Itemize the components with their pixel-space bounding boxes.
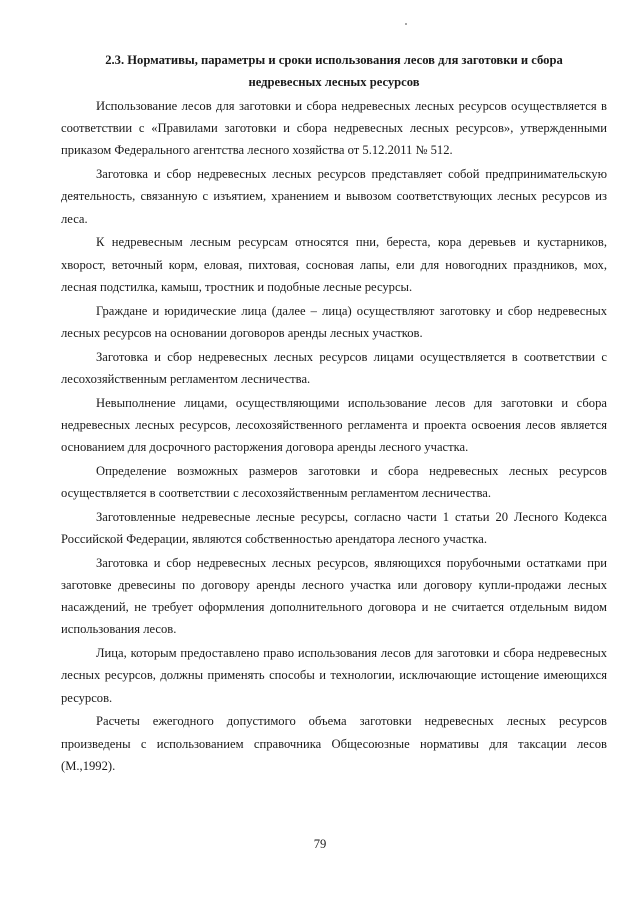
section-heading: [61, 50, 607, 93]
section-heading-line-2: недревесных лесных ресурсов: [248, 74, 420, 89]
paragraph-5: Заготовка и сбор недревесных лесных ресурсов лицами осуществляется в соответствии с лесохозяйственным регламентом лесничества.: [61, 349, 607, 386]
paragraph-6: Невыполнение лицами, осуществляющими использование лесов для заготовки и сбора недревесных лесных ресурсов, лесохозяйственного регламента и проекта освоения лесов является основанием для досрочного расторжения договора аренды лесного участка.: [61, 395, 607, 455]
paragraph-1: Использование лесов для заготовки и сбора недревесных лесных ресурсов осуществляется в соответствии с «Правилами заготовки и сбора недревесных лесных ресурсов», утвержденными приказом Федерального агентства лесного хозяйства от 5.12.2011 № 512.: [61, 99, 607, 158]
paragraph-9: Заготовка и сбор недревесных лесных ресурсов, являющихся порубочными остатками при заготовке древесины по договору аренды лесного участка или договору купли-продажи лесных насаждений, не требует оформления дополнительного договора и не считается отдельным видом использования лесов.: [61, 555, 607, 637]
paragraph-7: Определение возможных размеров заготовки и сбора недревесных лесных ресурсов осуществляется в соответствии с лесохозяйственным регламентом лесничества.: [61, 463, 607, 501]
page-number: 79: [313, 837, 327, 851]
section-heading-line-1: 2.3. Нормативы, параметры и сроки использования лесов для заготовки и сбора: [105, 53, 563, 67]
page-content: [61, 50, 607, 779]
paragraph-3: К недревесным лесным ресурсам относятся пни, береста, кора деревьев и кустарников, хворост, веточный корм, еловая, пихтовая, сосновая лапы, ели для новогодних праздников, мох, лесная подстилка, камыш, тростник и подобные лесные ресурсы.: [61, 235, 607, 294]
scan-speck: [405, 23, 407, 25]
paragraph-10: Лица, которым предоставлено право использования лесов для заготовки и сбора недревесных лесных ресурсов, должны применять способы и технологии, исключающие истощение имеющихся ресурсов.: [61, 646, 607, 705]
paragraph-2: Заготовка и сбор недревесных лесных ресурсов представляет собой предпринимательскую деятельность, связанную с изъятием, хранением и вывозом соответствующих лесных ресурсов из леса.: [61, 167, 607, 226]
paragraph-8: Заготовленные недревесные лесные ресурсы, согласно части 1 статьи 20 Лесного Кодекса Российской Федерации, являются собственностью арендатора лесного участка.: [61, 509, 607, 547]
paragraph-11: Расчеты ежегодного допустимого объема заготовки недревесных лесных ресурсов произведены с использованием справочника Общесоюзные нормативы для таксации лесов (М.,1992).: [61, 714, 607, 773]
paragraph-4: Граждане и юридические лица (далее – лица) осуществляют заготовку и сбор недревесных лесных ресурсов на основании договоров аренды лесных участков.: [61, 303, 607, 340]
